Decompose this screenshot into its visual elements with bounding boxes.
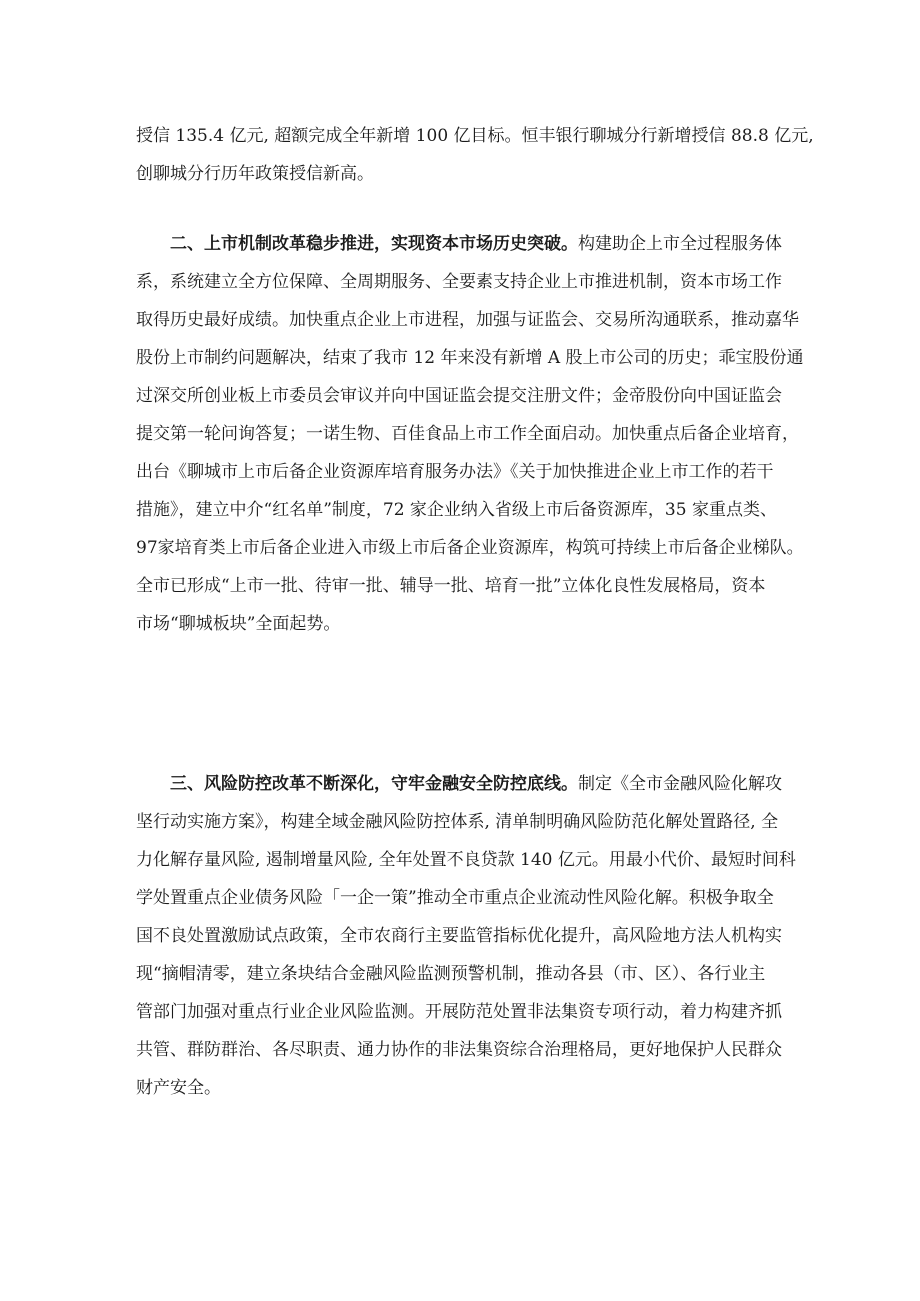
- text-line: 坚行动实施方案》，构建全域金融风险防控体系, 清单制明确风险防范化解处置路径, 全: [136, 812, 779, 832]
- paragraph-listing-reform: [136, 225, 804, 643]
- paragraph-credit-summary: [136, 117, 814, 193]
- paragraph-first-line: [136, 765, 796, 803]
- text-line: 财产安全。: [136, 1078, 221, 1098]
- text-line: 97家培育类上市后备企业进入市级上市后备企业资源库，构筑可持续上市后备企业梯队。: [136, 538, 804, 558]
- text-line: 市场“聊城板块”全面起势。: [136, 614, 341, 634]
- section-heading: 二、上市机制改革稳步推进，实现资本市场历史突破。: [170, 234, 578, 254]
- text-line: 授信 135.4 亿元, 超额完成全年新增 100 亿目标。恒丰银行聊城分行新增授信 88.8 亿元,: [136, 126, 814, 146]
- text-line: 现“摘帽清零，建立条块结合金融风险监测预警机制，推动各县（市、区）、各行业主: [136, 964, 766, 984]
- text-line: 创聊城分行历年政策授信新高。: [136, 164, 374, 184]
- text-line: 力化解存量风险, 遏制增量风险, 全年处置不良贷款 140 亿元。用最小代价、最短时间科: [136, 850, 796, 870]
- text-line: 共管、群防群治、各尽职责、通力协作的非法集资综合治理格局，更好地保护人民群众: [136, 1040, 782, 1060]
- text-line: 国不良处置激励试点政策，全市农商行主要监管指标优化提升，高风险地方法人机构实: [136, 926, 782, 946]
- text-line: 提交第一轮问询答复；一诺生物、百佳食品上市工作全面启动。加快重点后备企业培育，: [136, 424, 799, 444]
- text-line: 取得历史最好成绩。加快重点企业上市进程，加强与证监会、交易所沟通联系，推动嘉华: [136, 310, 799, 330]
- text-line: 管部门加强对重点行业企业风险监测。开展防范处置非法集资专项行动，着力构建齐抓: [136, 1002, 782, 1022]
- paragraph-risk-control: [136, 765, 796, 1107]
- paragraph-first-line: [136, 225, 796, 263]
- text-line: 学处置重点企业债务风险「一企一策”推动全市重点企业流动性风险化解。积极争取全: [136, 888, 774, 908]
- text-line: 措施》，建立中介“红名单”制度，72 家企业纳入省级上市后备资源库，35 家重点类、: [136, 500, 777, 520]
- text-line: 股份上市制约问题解决，结束了我市 12 年来没有新增 A 股上市公司的历史；乖宝股份通: [136, 348, 804, 368]
- text-line: 出台《聊城市上市后备企业资源库培育服务办法》《关于加快推进企业上市工作的若干: [136, 462, 774, 482]
- text-line: 过深交所创业板上市委员会审议并向中国证监会提交注册文件；金帝股份向中国证监会: [136, 386, 782, 406]
- text-run: 制定《全市金融风险化解攻: [578, 774, 782, 794]
- text-run: 构建助企上市全过程服务体: [578, 234, 782, 254]
- text-line: 系，系统建立全方位保障、全周期服务、全要素支持企业上市推进机制，资本市场工作: [136, 272, 782, 292]
- text-line: 全市已形成“上市一批、待审一批、辅导一批、培育一批”立体化良性发展格局，资本: [136, 576, 766, 596]
- section-heading: 三、风险防控改革不断深化，守牢金融安全防控底线。: [170, 774, 578, 794]
